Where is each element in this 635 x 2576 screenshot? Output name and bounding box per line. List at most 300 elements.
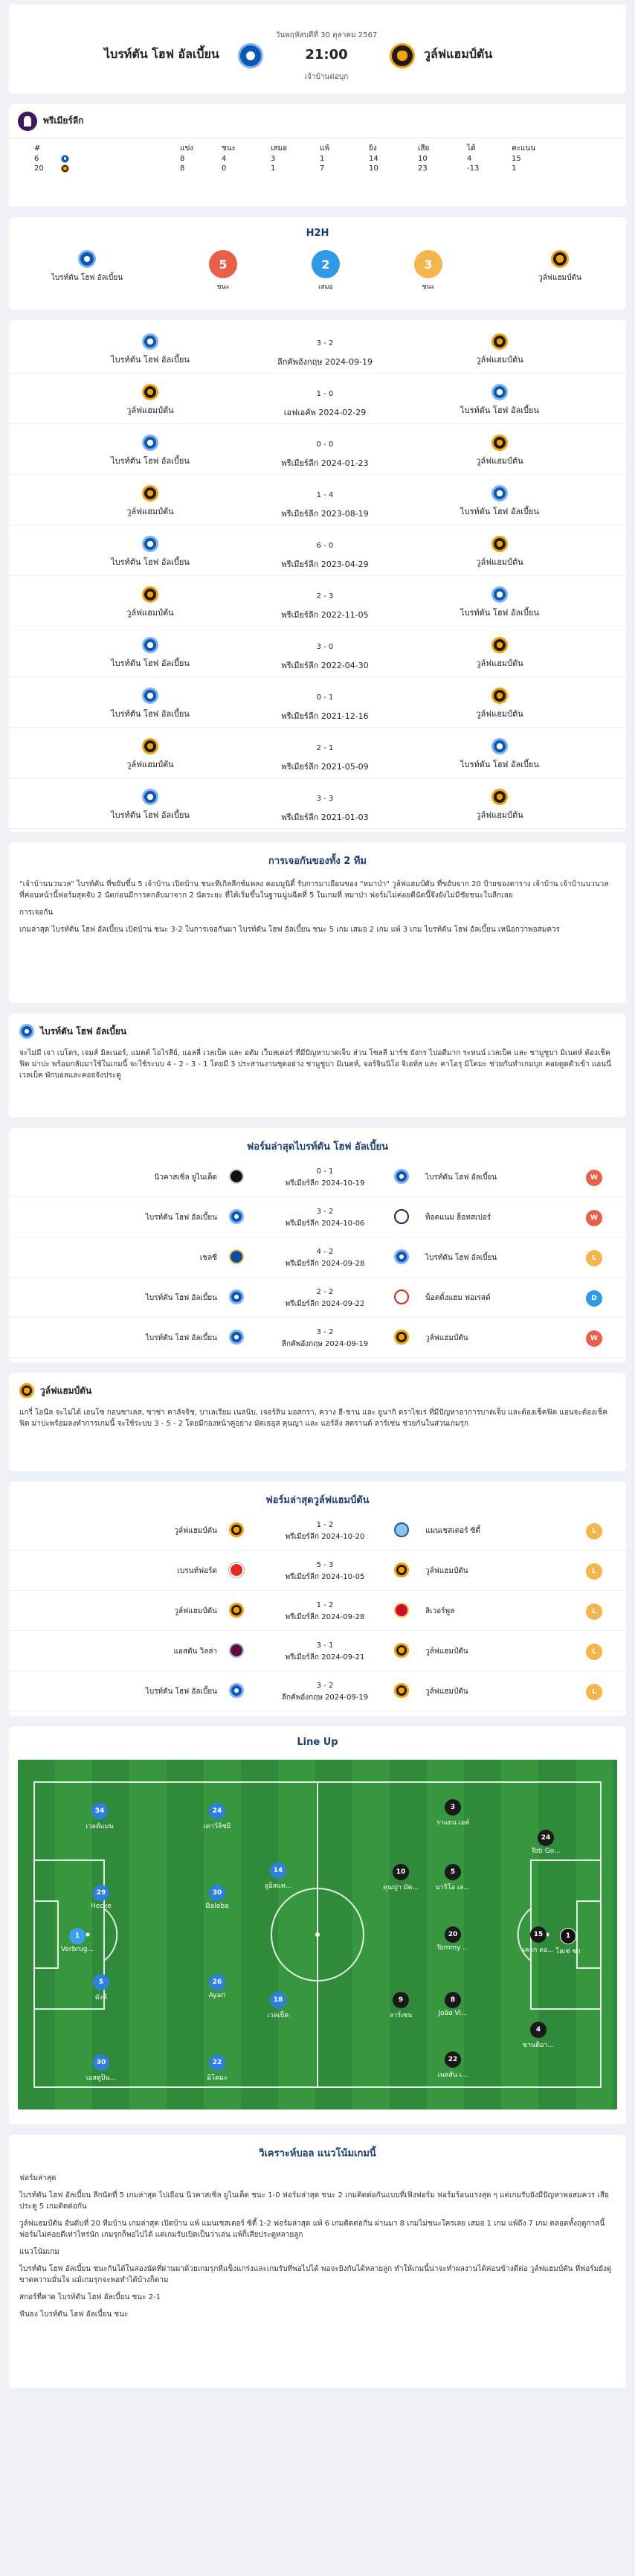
h2h-home-team[interactable]: [39, 250, 135, 283]
form-home-name: เชลซี: [199, 1254, 217, 1262]
h2h-home-wins: [201, 250, 245, 292]
player-name: เอสตูปิน...: [86, 2074, 117, 2082]
analysis-paragraph: ไบรท์ตัน โฮฟ อัลเบี้ยน ชนะกันได้ในสองนัดที่ผ่านมาด้วยเกมรุกที่แข็งแกร่งและเกมรับที่พอไปได้ พอจะยิงกันได้หลายลูก ทำให้เกมนี้น่าจะทำผลงานได้ค่อนข้างดีต่อ วูล์ฟแฮมป์ตัน ที่ฟอร์มยังดูขาดความมั่นใจ แม้เกมรุกจะพอทำได้บ้างก็ตาม: [19, 2265, 612, 2284]
brentford-logo-icon: [229, 1563, 244, 1577]
player-name: เวลต์แมน: [86, 1823, 114, 1830]
form-center: [262, 1641, 388, 1663]
player-number: 14: [270, 1862, 286, 1879]
meeting-paragraph: "เจ้าบ้านนวนวล" ไบรท์ตัน ที่ขยับขึ้น 5 เจ้าบ้าน เปิดบ้าน ชนะทีเกิลลีกซ์แพลง คอมมูนิตี้ รับการมาเยือนของ "หมาป่า" วูล์ฟแฮมป์ตัน ที่ขยับจาก 20 ป้ายของตาราง เจ้าบ้าน เจ้าบ้านนวนวล ที่ค่อนหน้านี้ฟอร์มสุดจับ 2 นัดก่อนมีการตกลับมาจาก 2 นัดระยะ ที่ได้เริ่มขึ้นในฐานนู่นฉีดที่ 5 ในเกมที่ หมาป่า ฟอร์มไม่ค่อยดีนัดนี้จึงยังไม่มีชัยชนะในลีกเลย: [19, 880, 609, 900]
player-name: เครก ดอ...: [522, 1947, 555, 1954]
match-away-team[interactable]: [440, 384, 559, 417]
form-competition-date: ลีกคัพอังกฤษ 2024-09-19: [281, 1340, 369, 1348]
tottenham-logo-icon: [394, 1209, 409, 1224]
player-name: เวลเบ็ค: [267, 2012, 289, 2019]
row-pos: 6: [34, 155, 39, 163]
match-center: [254, 795, 396, 824]
match-away-team[interactable]: [440, 688, 559, 720]
form-center: [262, 1601, 388, 1623]
form-score: 5 - 3: [316, 1561, 334, 1569]
match-score: 3 - 2: [316, 339, 334, 347]
h2h-match-row[interactable]: [9, 424, 626, 475]
row-played: 8: [180, 155, 185, 163]
form-match-row[interactable]: [9, 1671, 626, 1711]
h2h-match-row[interactable]: [9, 525, 626, 576]
draws-count: 2: [312, 250, 340, 278]
home-player[interactable]: [195, 2054, 239, 2083]
form-competition-date: พรีเมียร์ลีก 2024-10-06: [285, 1220, 365, 1228]
league-header: [9, 104, 626, 138]
col-played: แข่ง: [180, 144, 194, 153]
match-center: [254, 440, 396, 470]
form-score: 3 - 2: [316, 1328, 334, 1336]
match-competition-date: พรีเมียร์ลีก 2023-04-29: [281, 560, 369, 569]
row-pts: 15: [512, 155, 521, 163]
form-competition-date: พรีเมียร์ลีก 2024-09-28: [285, 1260, 365, 1268]
home-player[interactable]: [256, 1992, 300, 2020]
wolves-logo-icon: [390, 43, 415, 68]
player-name: โฮเซ่ ซา: [555, 1948, 581, 1955]
result-badge: L: [586, 1684, 602, 1700]
home-player[interactable]: [195, 1974, 239, 1999]
player-name: มิโตมะ: [207, 2074, 228, 2082]
form-competition-date: พรีเมียร์ลีก 2024-10-20: [285, 1533, 365, 1541]
brighton-logo-icon: [142, 435, 158, 451]
form-away-logo: [394, 1603, 409, 1618]
match-score: 0 - 0: [316, 440, 334, 449]
analysis-paragraph: ไบรท์ตัน โฮฟ อัลเบี้ยน ลีกนัดที่ 5 เกมล่าสุด ไปเยือน นิวคาสเซิ่ล ยูไนเต็ด ชนะ 1-0 ฟอร์มล่าสุด ชนะ 2 เกมติดต่อกันแบบที่เฟิ่งฟอร์ม ฟอร์มร้อนแรงสุด ๆ แต่เกมรับยังมีปัญหาพอสมควร เสียประตู 5 เกมติดต่อกัน: [19, 2191, 609, 2211]
form-away-name: ลิเวอร์พูล: [425, 1607, 455, 1615]
match-away-name: ไบรท์ตัน โฮฟ อัลเบี้ยน: [460, 760, 539, 769]
match-home-team[interactable]: [91, 637, 210, 670]
form-away-logo: [394, 1330, 409, 1345]
match-home-name: ไบรท์ตัน โฮฟ อัลเบี้ยน: [111, 456, 190, 466]
form-competition-date: พรีเมียร์ลีก 2024-10-19: [285, 1179, 365, 1188]
row-gf: 14: [369, 155, 378, 163]
form-home-name: ไบรท์ตัน โฮฟ อัลเบี้ยน: [145, 1334, 217, 1342]
away-player[interactable]: [431, 1926, 475, 1952]
away-team-heading: [9, 1373, 626, 1401]
row-draw: 1: [271, 164, 276, 173]
result-badge: W: [586, 1210, 602, 1226]
col-pos: #: [34, 144, 41, 153]
col-lost: แพ้: [320, 144, 330, 153]
home-player[interactable]: [256, 1862, 300, 1891]
match-away-team[interactable]: [440, 637, 559, 670]
form-match-row[interactable]: [9, 1551, 626, 1591]
home-team-heading: [9, 1013, 626, 1042]
away-form-list: [9, 1510, 626, 1711]
away-team-name[interactable]: วูล์ฟแฮมป์ตัน: [424, 47, 493, 61]
wolves-logo-icon: [491, 435, 508, 451]
home-player[interactable]: [77, 1803, 122, 1831]
row-pts: 1: [512, 164, 517, 173]
h2h-match-list: [9, 323, 626, 829]
away-player[interactable]: [431, 1992, 475, 2017]
match-home-team[interactable]: [91, 384, 210, 417]
player-name: ราแยน เอท์: [436, 1819, 470, 1827]
meeting-title: การเจอกันของทั้ง 2 ทีม: [268, 856, 367, 867]
match-home-team[interactable]: [91, 435, 210, 467]
player-name: Hecke: [91, 1903, 112, 1910]
wolves-logo-icon: [551, 250, 569, 268]
wolves-logo-icon: [394, 1683, 409, 1698]
home-player[interactable]: [195, 1885, 239, 1910]
player-number: 15: [530, 1926, 547, 1943]
match-competition-date: พรีเมียร์ลีก 2021-12-16: [281, 711, 369, 721]
player-number: 30: [209, 1885, 225, 1901]
form-home-name: ไบรท์ตัน โฮฟ อัลเบี้ยน: [145, 1688, 217, 1696]
standings-row[interactable]: [9, 154, 626, 164]
form-score: 3 - 1: [316, 1641, 334, 1650]
match-score: 2 - 3: [316, 592, 334, 600]
home-form-title: ฟอร์มล่าสุดไบรท์ตัน โฮฟ อัลเบี้ยน: [246, 1141, 389, 1153]
match-home-name: ไบรท์ตัน โฮฟ อัลเบี้ยน: [111, 659, 190, 668]
match-center: [254, 693, 396, 723]
wolves-logo-icon: [394, 1563, 409, 1577]
match-away-name: วูล์ฟแฮมป์ตัน: [476, 810, 523, 820]
player-name: เนลสัน เ...: [437, 2072, 468, 2079]
match-score: 3 - 0: [316, 643, 334, 651]
brighton-logo-icon: [142, 536, 158, 552]
form-away-logo: [394, 1289, 409, 1304]
match-away-name: วูล์ฟแฮมป์ตัน: [476, 557, 523, 567]
analysis-title: วิเคราะห์บอล แนวโน้มเกมนี้: [259, 2148, 376, 2159]
form-match-row[interactable]: [9, 1197, 626, 1237]
match-score: 6 - 0: [316, 542, 334, 550]
player-name: ลูอิสแท...: [264, 1883, 292, 1890]
man-city-logo-icon: [394, 1522, 409, 1537]
match-center: [254, 339, 396, 368]
form-away-logo: [394, 1563, 409, 1577]
h2h-away-team[interactable]: [512, 250, 608, 283]
h2h-title: H2H: [306, 228, 329, 239]
h2h-match-row[interactable]: [9, 778, 626, 829]
match-competition-date: ลีกคัพอังกฤษ 2024-09-19: [277, 357, 373, 367]
away-form-title: ฟอร์มล่าสุดวูล์ฟแฮมป์ตัน: [265, 1495, 370, 1506]
away-player[interactable]: [523, 1830, 568, 1855]
match-center: [254, 390, 396, 419]
home-player[interactable]: [79, 1885, 123, 1910]
brighton-logo-icon: [229, 1289, 244, 1304]
match-center: [254, 491, 396, 520]
form-away-name: ไบรท์ตัน โฮฟ อัลเบี้ยน: [425, 1173, 497, 1182]
col-gd: ได้: [467, 144, 476, 153]
player-number: 5: [445, 1864, 461, 1880]
form-center: [262, 1521, 388, 1542]
brighton-logo-icon: [491, 485, 508, 502]
home-wins-count: 5: [209, 250, 237, 278]
analysis-card: [9, 2135, 626, 2388]
match-score: 2 - 1: [316, 744, 334, 752]
away-player[interactable]: [516, 2022, 561, 2050]
h2h-match-row[interactable]: [9, 323, 626, 374]
match-away-team[interactable]: [440, 586, 559, 619]
brighton-logo-icon: [19, 1024, 34, 1039]
away-form-card: [9, 1481, 626, 1716]
lineup-title: Line Up: [297, 1737, 338, 1748]
form-center: [262, 1208, 388, 1229]
away-player[interactable]: [431, 2051, 475, 2080]
form-score: 0 - 1: [316, 1167, 334, 1176]
form-competition-date: พรีเมียร์ลีก 2024-09-28: [285, 1613, 365, 1621]
form-match-row[interactable]: [9, 1237, 626, 1278]
away-player[interactable]: [516, 1926, 561, 1955]
player-number: 5: [93, 1974, 109, 1990]
form-away-name: วูล์ฟแฮมป์ตัน: [425, 1688, 468, 1696]
result-badge: W: [586, 1330, 602, 1347]
form-home-logo: [229, 1289, 244, 1304]
match-away-name: วูล์ฟแฮมป์ตัน: [476, 709, 523, 719]
form-match-row[interactable]: [9, 1510, 626, 1551]
h2h-match-row[interactable]: [9, 677, 626, 728]
row-ga: 10: [418, 155, 428, 163]
away-team-title[interactable]: วูล์ฟแฮมป์ตัน: [40, 1385, 92, 1396]
player-name: Toti Go...: [531, 1848, 561, 1855]
form-home-name: ไบรท์ตัน โฮฟ อัลเบี้ยน: [145, 1214, 217, 1222]
result-badge: L: [586, 1523, 602, 1539]
match-home-team[interactable]: [91, 738, 210, 771]
form-competition-date: พรีเมียร์ลีก 2024-10-05: [285, 1573, 365, 1581]
player-name: Ayari: [208, 1992, 226, 1999]
analysis-subheading: แนวโน้มเกม: [19, 2248, 59, 2256]
result-badge: L: [586, 1603, 602, 1620]
row-pos: 20: [34, 164, 44, 173]
player-name: Verbrug...: [60, 1946, 94, 1953]
away-player[interactable]: [378, 1992, 423, 2020]
away-player[interactable]: [378, 1864, 423, 1892]
player-name: มาริโอ เล...: [435, 1884, 471, 1891]
brighton-logo-icon: [142, 637, 158, 653]
player-number: 18: [270, 1992, 286, 2008]
player-number: 4: [530, 2022, 547, 2038]
player-name: คุนญ่า มัต...: [382, 1884, 419, 1891]
form-match-row[interactable]: [9, 1157, 626, 1197]
home-player[interactable]: [55, 1928, 100, 1953]
match-away-team[interactable]: [440, 738, 559, 771]
home-team-title[interactable]: ไบรท์ตัน โฮฟ อัลเบี้ยน: [40, 1025, 127, 1037]
wolves-logo-icon: [229, 1522, 244, 1537]
home-player[interactable]: [195, 1803, 239, 1831]
form-center: [262, 1248, 388, 1269]
player-name: ลาร์เซน: [389, 2012, 413, 2019]
row-ga: 23: [418, 164, 428, 173]
h2h-summary-card: [9, 217, 626, 310]
h2h-match-row[interactable]: [9, 475, 626, 525]
pitch: [18, 1760, 617, 2109]
player-number: 3: [445, 1799, 461, 1816]
brighton-logo-icon: [238, 43, 263, 68]
form-score: 2 - 2: [316, 1288, 334, 1296]
h2h-home-name: ไบรท์ตัน โฮฟ อัลเบี้ยน: [51, 274, 123, 282]
match-home-team[interactable]: [91, 485, 210, 518]
form-home-name: วูล์ฟแฮมป์ตัน: [174, 1527, 217, 1535]
wolves-logo-icon: [142, 384, 158, 400]
analysis-text: [9, 2167, 626, 2332]
form-score: 3 - 2: [316, 1208, 334, 1216]
player-number: 26: [209, 1974, 225, 1990]
wolves-logo-icon: [142, 586, 158, 603]
match-center: [254, 643, 396, 672]
h2h-match-row[interactable]: [9, 627, 626, 677]
wolves-logo-icon: [19, 1383, 34, 1398]
form-center: [262, 1561, 388, 1583]
match-score: 1 - 0: [316, 390, 334, 398]
row-gd: 4: [467, 155, 472, 163]
form-home-logo: [229, 1169, 244, 1184]
match-competition-date: พรีเมียร์ลีก 2023-08-19: [281, 509, 369, 519]
meeting-text: [9, 873, 626, 947]
match-away-name: ไบรท์ตัน โฮฟ อัลเบี้ยน: [460, 507, 539, 516]
match-home-name: ไบรท์ตัน โฮฟ อัลเบี้ยน: [111, 557, 190, 567]
away-player[interactable]: [431, 1864, 475, 1892]
match-away-team[interactable]: [440, 485, 559, 518]
form-match-row[interactable]: [9, 1318, 626, 1358]
match-score: 3 - 3: [316, 795, 334, 803]
premier-league-icon: [18, 112, 37, 131]
match-score: 0 - 1: [316, 693, 334, 702]
form-home-logo: [229, 1643, 244, 1658]
col-draw: เสมอ: [271, 144, 288, 153]
match-home-team[interactable]: [91, 789, 210, 821]
form-away-name: น็อตติ้งแฮม ฟอเรสต์: [425, 1294, 491, 1302]
brighton-logo-icon: [142, 789, 158, 805]
player-name: João Vi...: [438, 2010, 468, 2017]
away-team-description: แกรี่ โอนีล จะไม่ได้ เอนโซ กอนซาเลส, ซาช่า คาลัจจิช, บาเลเรียม เนลนิบ, เจอร์ลิน มอสกรา, ควาง ฮี-ชาน และ ยูนากิ ดราไซเร่ ที่มีปัญหาอาการบาดเจ็บ และต้องเช็คฟิต แอนจะต้องเช็คฟิต ม่าปะพร้อมลงทำการเกมนี้ จะใช้ระบบ 3 - 5 - 2 โดยมีกองหน้าคู่อย่าง มัตเธอุส คุนญา และ แอร์ลิ่ง สตรานด์ ลาร์เซ่น ช่วยกันในส่วนเกมรุก: [19, 1409, 608, 1428]
player-name: ซานติอา...: [522, 2042, 555, 2049]
player-number: 24: [538, 1830, 554, 1846]
player-number: 8: [445, 1992, 461, 2008]
player-number: 1: [560, 1928, 576, 1944]
form-match-row[interactable]: [9, 1631, 626, 1671]
form-center: [262, 1167, 388, 1189]
match-away-team[interactable]: [440, 536, 559, 568]
match-home-team[interactable]: [91, 333, 210, 366]
player-name: Tommy ...: [436, 1944, 469, 1952]
form-center: [262, 1288, 388, 1310]
form-score: 4 - 2: [316, 1248, 334, 1256]
match-competition-date: พรีเมียร์ลีก 2024-01-23: [281, 458, 369, 468]
player-number: 34: [91, 1803, 108, 1819]
match-home-name: วูล์ฟแฮมป์ตัน: [126, 608, 174, 618]
form-home-name: เบรนท์ฟอร์ด: [177, 1567, 217, 1575]
brighton-logo-icon: [61, 155, 69, 163]
h2h-away-name: วูล์ฟแฮมป์ตัน: [538, 274, 581, 282]
match-away-name: ไบรท์ตัน โฮฟ อัลเบี้ยน: [460, 406, 539, 415]
form-away-name: วูล์ฟแฮมป์ตัน: [425, 1647, 468, 1656]
h2h-matches-card: [9, 320, 626, 832]
home-player[interactable]: [79, 2054, 123, 2083]
match-away-team[interactable]: [440, 789, 559, 821]
form-home-logo: [229, 1249, 244, 1264]
form-home-logo: [229, 1563, 244, 1577]
form-away-logo: [394, 1249, 409, 1264]
form-home-name: ไบรท์ตัน โฮฟ อัลเบี้ยน: [145, 1294, 217, 1302]
form-home-logo: [229, 1330, 244, 1345]
match-competition-date: พรีเมียร์ลีก 2021-05-09: [281, 762, 369, 772]
match-away-team[interactable]: [440, 435, 559, 467]
match-home-name: วูล์ฟแฮมป์ตัน: [126, 406, 174, 415]
row-lost: 7: [320, 164, 325, 173]
match-home-team[interactable]: [91, 536, 210, 568]
form-score: 1 - 2: [316, 1601, 334, 1609]
player-number: 10: [393, 1864, 409, 1880]
home-team-description: จะไม่มี เจา เบโดร, เจมส์ มิลเนอร์, แมตต์ โอไรลีย์, แอลลี่ เวลเบ็ค และ อดัม เว็บสเตอร์ ที่มีปัญหาบาดเจ็บ ส่วน โซลลี มาร์ช ยังกร ไปอตีมาก ระหนน์ เวลเบ็ค และ ชามูชูบา มิเนตห์ ต้องเช็คฟิต ม่าปะ พร้อมกลับมาใช้ในเกมนี้ จะใช้ระบบ 4 - 2 - 3 - 1 โดยมี 3 ประสานงานชุดอย่าง ชามูชูบา มิเนตห์, จอร์จินนิโอ จิเอท์ส และ คาโอรุ มิโตมะ ช่วยกันทำเกมบุก คอยดูดตัวเข้า แอนนี่ เวลเบ็ค พักบอลและคอยจังประตู: [19, 1049, 611, 1080]
h2h-match-row[interactable]: [9, 576, 626, 627]
nottingham-logo-icon: [394, 1289, 409, 1304]
lineup-card: [9, 1726, 626, 2124]
brighton-logo-icon: [78, 250, 96, 268]
match-competition-date: เอฟเอคัพ 2024-02-29: [283, 408, 367, 417]
home-team-name[interactable]: ไบรท์ตัน โฮฟ อัลเบี้ยน: [104, 47, 219, 61]
row-gd: -13: [467, 164, 480, 173]
h2h-match-row[interactable]: [9, 374, 626, 424]
wolves-logo-icon: [491, 789, 508, 805]
match-away-name: ไบรท์ตัน โฮฟ อัลเบี้ยน: [460, 608, 539, 618]
match-home-team[interactable]: [91, 688, 210, 720]
form-away-logo: [394, 1683, 409, 1698]
h2h-match-row[interactable]: [9, 728, 626, 778]
brighton-logo-icon: [394, 1249, 409, 1264]
form-match-row[interactable]: [9, 1591, 626, 1631]
away-player[interactable]: [431, 1799, 475, 1827]
kickoff-time: 21:00: [305, 47, 348, 63]
form-away-name: ไบรท์ตัน โฮฟ อัลเบี้ยน: [425, 1254, 497, 1262]
match-away-team[interactable]: [440, 333, 559, 366]
brighton-logo-icon: [394, 1169, 409, 1184]
form-score: 3 - 2: [316, 1682, 334, 1690]
newcastle-logo-icon: [229, 1169, 244, 1184]
form-home-name: แอสตัน วิลล่า: [173, 1647, 217, 1656]
form-away-name: ท็อตแนม ฮ็อทสเปอร์: [425, 1214, 491, 1222]
away-wins-count: 3: [414, 250, 442, 278]
col-ga: เสีย: [418, 144, 430, 153]
player-name: Baleba: [205, 1903, 229, 1910]
result-badge: D: [586, 1290, 602, 1307]
away-team-card: [9, 1373, 626, 1471]
row-won: 0: [222, 164, 227, 173]
player-name: ดังค์: [94, 1994, 108, 2002]
away-wins-label: ชนะ: [422, 283, 435, 291]
liverpool-logo-icon: [394, 1603, 409, 1618]
standings-row[interactable]: [9, 164, 626, 173]
form-home-logo: [229, 1683, 244, 1698]
brighton-logo-icon: [142, 333, 158, 350]
brighton-logo-icon: [491, 586, 508, 603]
match-home-team[interactable]: [91, 586, 210, 619]
wolves-logo-icon: [61, 164, 69, 173]
analysis-paragraph: วูล์ฟแฮมป์ตัน อันดับที่ 20 ทีมบ้าน เกมล่าสุด เปิดบ้าน แพ้ แมนเชสเตอร์ ซิตี้ 1-2 ฟอร์มล่าสุด แพ้ 6 เกมติดต่อกัน ผ่านมา 8 เกมไม่ชนะใครเลย เสมอ 1 เกม แพ้ถึง 7 เกม ตลอดทั้งฤดูกาลนี้ฟอร์มไม่ค่อยดีเท่าไหร่นัก เกมรุกก็พอไปได้ แต่เกมรับเปิดเป็นว่าเล่น แพ้ก็เสียประตูหลายลูก: [19, 2220, 605, 2239]
form-competition-date: พรีเมียร์ลีก 2024-09-21: [285, 1653, 365, 1662]
row-won: 4: [222, 155, 227, 163]
row-lost: 1: [320, 155, 325, 163]
wolves-logo-icon: [394, 1330, 409, 1345]
wolves-logo-icon: [491, 536, 508, 552]
brighton-logo-icon: [142, 688, 158, 704]
wolves-logo-icon: [229, 1603, 244, 1618]
match-center: [254, 744, 396, 773]
brighton-logo-icon: [229, 1209, 244, 1224]
aston-villa-logo-icon: [229, 1643, 244, 1658]
form-home-logo: [229, 1209, 244, 1224]
row-played: 8: [180, 164, 185, 173]
analysis-subheading: ฟอร์มล่าสุด: [19, 2174, 57, 2182]
home-player[interactable]: [79, 1974, 123, 2002]
wolves-logo-icon: [491, 637, 508, 653]
form-match-row[interactable]: [9, 1278, 626, 1318]
match-home-name: วูล์ฟแฮมป์ตัน: [126, 507, 174, 516]
league-name[interactable]: พรีเมียร์ลีก: [43, 115, 84, 126]
h2h-away-wins: [406, 250, 451, 292]
